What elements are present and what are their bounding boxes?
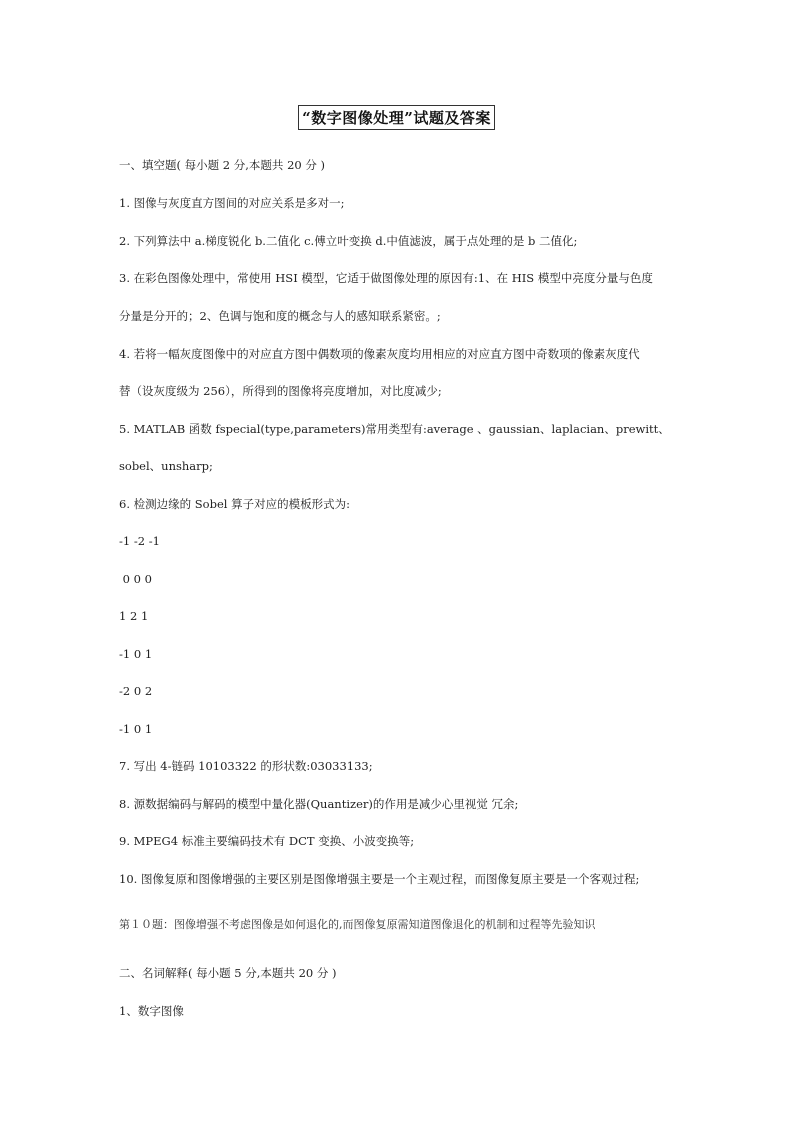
sobel-row-4: -1 0 1 [119,647,153,661]
sobel-row-6: -1 0 1 [119,722,153,736]
question-1: 1. 图像与灰度直方图间的对应关系是多对一; [119,196,345,210]
section1-heading: 一、填空题( 每小题 2 分,本题共 20 分 ) [119,158,326,172]
question-4-line-2: 替（设灰度级为 256），所得到的图像将亮度增加，对比度减少; [119,384,442,398]
title-wrap [0,105,793,130]
document-title: “数字图像处理”试题及答案 [298,105,495,130]
question-9: 9. MPEG4 标准主要编码技术有 DCT 变换、小波变换等; [119,834,415,848]
sobel-row-2: 0 0 0 [119,572,152,586]
section2-question-1: 1、数字图像 [119,1004,184,1018]
question-4-line-1: 4. 若将一幅灰度图像中的对应直方图中偶数项的像素灰度均用相应的对应直方图中奇数项的像素灰度代 [119,347,640,361]
question-6: 6. 检测边缘的 Sobel 算子对应的模板形式为: [119,497,350,511]
question-10-note: 第１０题：图像增强不考虑图像是如何退化的,而图像复原需知道图像退化的机制和过程等先验知识 [119,918,596,931]
sobel-row-5: -2 0 2 [119,684,153,698]
question-7: 7. 写出 4-链码 10103322 的形状数:03033133; [119,759,373,773]
section2-heading: 二、名词解释( 每小题 5 分,本题共 20 分 ) [119,966,337,980]
question-10: 10. 图像复原和图像增强的主要区别是图像增强主要是一个主观过程，而图像复原主要是一个客观过程; [119,872,640,886]
sobel-row-3: 1 2 1 [119,609,149,623]
question-3-line-2: 分量是分开的；2、色调与饱和度的概念与人的感知联系紧密。; [119,309,441,323]
question-8: 8. 源数据编码与解码的模型中量化器(Quantizer)的作用是减少心里视觉 冗余; [119,797,519,811]
question-5-line-1: 5. MATLAB 函数 fspecial(type,parameters)常用类型有:average 、gaussian、laplacian、prewitt、 [119,422,670,436]
question-2: 2. 下列算法中 a.梯度锐化 b.二值化 c.傅立叶变换 d.中值滤波，属于点处理的是 b 二值化; [119,234,578,248]
sobel-row-1: -1 -2 -1 [119,534,160,548]
question-3-line-1: 3. 在彩色图像处理中，常使用 HSI 模型，它适于做图像处理的原因有:1、在 HIS 模型中亮度分量与色度 [119,271,653,285]
question-5-line-2: sobel、unsharp; [119,459,213,473]
